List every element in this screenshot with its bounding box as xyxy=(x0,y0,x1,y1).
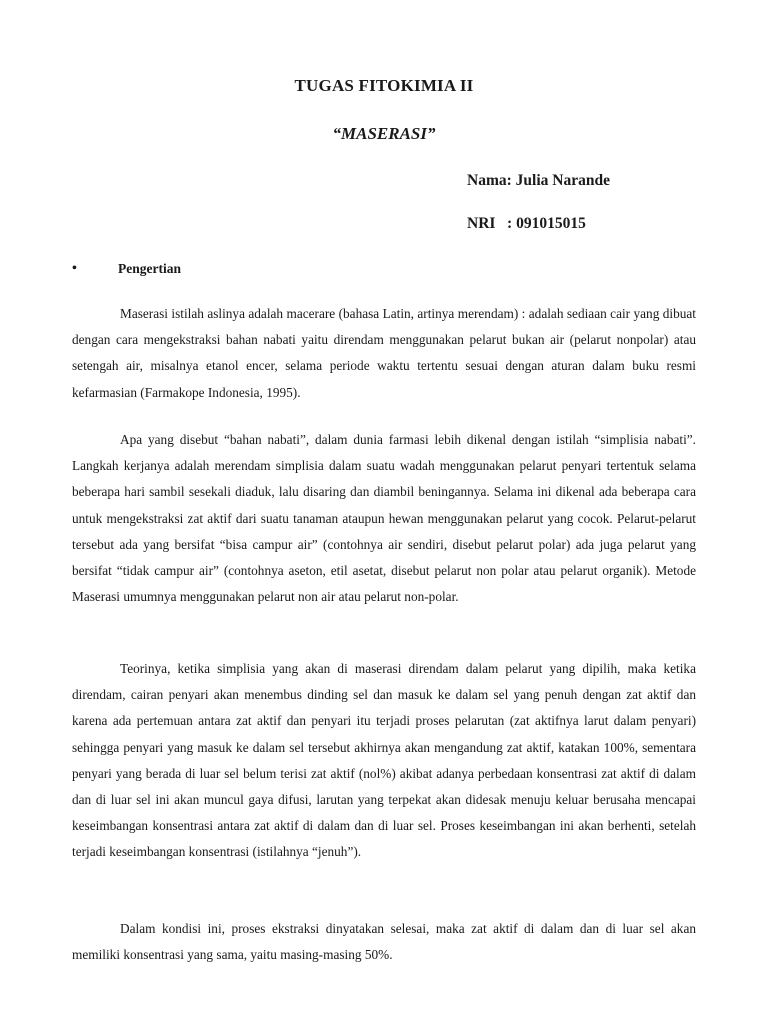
paragraph-3: Teorinya, ketika simplisia yang akan di maserasi direndam dalam pelarut yang dipilih, maka ketika direndam, cairan penyari akan menembus dinding sel dan masuk ke dalam sel yang penuh dengan zat aktif dan karena ada pertemuan antara zat aktif dan penyari itu terjadi proses pelarutan (zat aktifnya larut dalam penyari) sehingga penyari yang masuk ke dalam sel tersebut akhirnya akan mengandung zat aktif, katakan 100%, sementara penyari yang berada di luar sel belum terisi zat aktif (nol%) akibat adanya perbedaan konsentrasi zat aktif di dalam dan di luar sel ini akan muncul gaya difusi, larutan yang terpekat akan didesak menuju keluar berusaha mencapai keseimbangan konsentrasi antara zat aktif di dalam dan di luar sel. Proses keseimbangan ini akan berhenti, setelah terjadi keseimbangan konsentrasi (istilahnya “jenuh”). xyxy=(72,661,696,860)
student-nri: NRI : 091015015 xyxy=(467,215,586,232)
document-title: TUGAS FITOKIMIA II xyxy=(294,76,474,95)
paragraph-1: Maserasi istilah aslinya adalah macerare (bahasa Latin, artinya merendam) : adalah sediaan cair yang dibuat dengan cara mengekstraksi bahan nabati yaitu direndam menggunakan pelarut bukan air (pelarut nonpolar) atau setengah air, misalnya etanol encer, selama periode waktu tertentu sesuai dengan aturan dalam buku resmi kefarmasian (Farmakope Indonesia, 1995). xyxy=(72,306,696,400)
bullet-icon: • xyxy=(72,261,77,276)
section-heading: Pengertian xyxy=(118,261,181,276)
student-name: Nama: Julia Narande xyxy=(467,172,610,189)
section-heading-row xyxy=(72,261,181,277)
document-subtitle: “MASERASI” xyxy=(332,124,436,143)
paragraph-4: Dalam kondisi ini, proses ekstraksi dinyatakan selesai, maka zat aktif di dalam dan di luar sel akan memiliki konsentrasi yang sama, yaitu masing-masing 50%. xyxy=(72,921,696,963)
paragraph-2: Apa yang disebut “bahan nabati”, dalam dunia farmasi lebih dikenal dengan istilah “simplisia nabati”. Langkah kerjanya adalah merendam simplisia dalam suatu wadah menggunakan pelarut penyari tertentuk selama beberapa hari sambil sesekali diaduk, lalu disaring dan diambil beningannya. Selama ini dikenal ada beberapa cara untuk mengekstraksi zat aktif dari suatu tanaman ataupun hewan menggunakan pelarut yang cocok. Pelarut-pelarut tersebut ada yang bersifat “bisa campur air” (contohnya air sendiri, disebut pelarut polar) ada juga pelarut yang bersifat “tidak campur air” (contohnya aseton, etil asetat, disebut pelarut non polar atau pelarut organik). Metode Maserasi umumnya menggunakan pelarut non air atau pelarut non-polar. xyxy=(72,432,696,605)
